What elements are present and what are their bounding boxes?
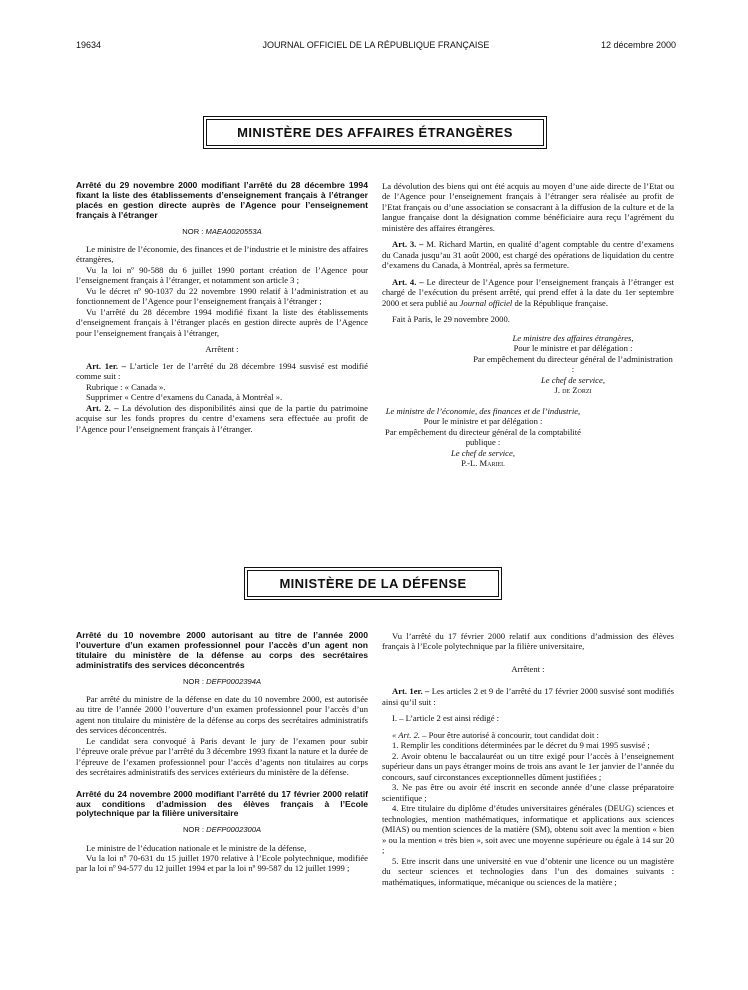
page-number: 19634	[76, 40, 102, 50]
signatory-title: Le ministre de l’économie, des finances et de l’industrie,	[385, 405, 581, 416]
article-text: Le directeur de l’Agence pour l’enseignement français à l’étranger est chargé de l’exécution du présent arrêté, qui prend effet à la date du 1er septembre 2000 et sera publié au	[382, 276, 674, 308]
nor-label: NOR :	[182, 676, 205, 686]
paragraph: I. – L’article 2 est ainsi rédigé :	[392, 713, 500, 724]
section2-left-column	[76, 631, 368, 874]
paragraph: Rubrique : « Canada ».	[86, 381, 166, 392]
decree-title: Arrêté du 10 novembre 2000 autorisant au titre de l’année 2000 l’ouverture d’un examen professionnel pour l’accès d’un agent non titulaire du ministère de la défense au corps des secrétaires administratifs des services déconcentrés	[76, 630, 368, 670]
article-3	[382, 239, 674, 270]
article-label: « Art. 2. –	[392, 729, 427, 740]
issue-date: 12 décembre 2000	[600, 40, 676, 50]
nor-value: DEFP0002300A	[206, 825, 262, 835]
article-text: La dévolution des disponibilités ainsi que de la partie du patrimoine acquise sur les fonds propres du centre d’examens sera effectuée au profit de l’Agence pour l’enseignement français à l’étranger.	[76, 402, 368, 434]
delegation-line: Par empêchement du directeur général de la comptabilité publique :	[385, 426, 581, 448]
paragraph: Vu la loi nº 90-588 du 6 juillet 1990 portant création de l’Agence pour l’enseignement français à l’étranger, et notamment son article 3 ;	[76, 264, 368, 286]
signatory-role: Le chef de service,	[451, 447, 515, 458]
paragraph: Vu la loi nº 70-631 du 15 juillet 1970 relative à l’Ecole polytechnique, modifiée par la loi nº 94-577 du 12 juillet 1994 et par la loi nº 99-587 du 12 juillet 1999 ;	[76, 852, 368, 874]
condition-item: 2. Avoir obtenu le baccalauréat ou un titre exigé pour l’accès à l’enseignement supérieur dans un pays étranger moins de trois ans avant le 1er janvier de l’année du concours, sauf circonstances exceptionnelles dûment justifiées ;	[382, 750, 674, 782]
delegation-line: Par empêchement du directeur général de l’administration :	[473, 353, 673, 375]
section1-right-column	[382, 181, 674, 469]
paragraph: La dévolution des biens qui ont été acquis au moyen d’une aide directe de l’Etat ou de l’Agence pour l’enseignement français à l’étranger sera réalisée au profit de l’Etat français ou d’une association se consacrant à la diffusion de la culture et de la langue française dont la désignation comme bénéficiaire aura reçu l’agrément du ministère des affaires étrangères.	[382, 181, 674, 233]
nor-value: DEFP0002394A	[206, 676, 262, 686]
nor-label: NOR :	[182, 226, 204, 236]
ministry-heading: MINISTÈRE DES AFFAIRES ÉTRANGÈRES	[206, 119, 544, 146]
section2-right-column	[382, 631, 674, 887]
article-text: L’article 1er de l’arrêté du 28 décembre 1994 susvisé est modifié comme suit :	[76, 360, 368, 382]
condition-item: 5. Etre inscrit dans une université en vue d’obtenir une licence ou un magistère du secteur sciences et technologies dans l’un des domaines suivants : mathématiques, informatique, mécanique ou sciences de la matière ;	[382, 855, 674, 887]
article-text: Pour être autorisé à concourir, tout candidat doit :	[428, 729, 599, 740]
signatory-name: P.-L. Mariel	[461, 458, 505, 469]
ministry-heading-box	[203, 116, 547, 149]
page-header	[76, 40, 676, 54]
paragraph: Vu le décret nº 90-1037 du 22 novembre 1990 relatif à l’administration et au fonctionnement de l’Agence pour l’enseignement français à l’étranger ;	[76, 285, 368, 307]
article-4	[382, 277, 674, 308]
paragraph: Vu l’arrêté du 17 février 2000 relatif aux conditions d’admission des élèves français à l’Ecole polytechnique par la filière universitaire,	[382, 631, 674, 652]
article-label: Art. 2. –	[86, 402, 119, 413]
nor-label: NOR :	[182, 825, 205, 835]
delegation-line: Pour le ministre et par délégation :	[513, 343, 633, 354]
condition-item: 1. Remplir les conditions déterminées par le décret du 9 mai 1995 susvisé ;	[392, 740, 650, 751]
nor-value: MAEA0020553A	[205, 226, 262, 236]
delegation-line: Pour le ministre et par délégation :	[423, 416, 543, 427]
signatory-title: Le ministre des affaires étrangères,	[512, 332, 634, 343]
paragraph: Par arrêté du ministre de la défense en date du 10 novembre 2000, est autorisée au titre de l’année 2000 l’ouverture d’un examen professionnel pour l’accès d’un agent non titulaire du ministère de la défense au corps des secrétaires administratifs des services déconcentrés.	[76, 693, 368, 736]
article-text: Les articles 2 et 9 de l’arrêté du 17 février 2000 susvisé sont modifiés ainsi qu’il suit :	[382, 686, 674, 707]
nor-reference	[76, 825, 368, 834]
journal-name: Journal officiel	[459, 297, 513, 308]
condition-item: 3. Ne pas être ou avoir été inscrit en seconde année d’une classe préparatoire scientifique ;	[382, 782, 674, 803]
ministry-heading: MINISTÈRE DE LA DÉFENSE	[247, 570, 499, 597]
article-1	[76, 361, 368, 382]
paragraph: Le ministre de l’éducation nationale et le ministre de la défense,	[86, 842, 307, 853]
article-label: Art. 1er. –	[86, 360, 126, 371]
article-label: Art. 1er. –	[392, 686, 430, 697]
article-text-end: de la République française.	[514, 297, 609, 308]
decree-title: Arrêté du 24 novembre 2000 modifiant l’arrêté du 17 février 2000 relatif aux conditions d’admission des élèves français à l’Ecole polytechnique par la filière universitaire	[76, 788, 368, 819]
nor-reference	[76, 227, 368, 236]
nor-reference	[76, 677, 368, 686]
ministry-heading-box	[244, 567, 502, 600]
section1-left-column	[76, 181, 368, 434]
signatory-name: J. de Zorzi	[554, 385, 592, 396]
article-1	[382, 686, 674, 707]
article-2	[76, 403, 368, 434]
signatory-role: Le chef de service,	[541, 374, 605, 385]
signature-block	[382, 406, 674, 469]
journal-title: JOURNAL OFFICIEL DE LA RÉPUBLIQUE FRANÇAISE	[262, 40, 490, 50]
decree-title: Arrêté du 29 novembre 2000 modifiant l’arrêté du 28 décembre 1994 fixant la liste des établissements d’enseignement français à l’étranger placés en gestion directe auprès de l’Agence pour l’enseignement français à l’étranger	[76, 180, 368, 220]
paragraph: Supprimer « Centre d’examens du Canada, à Montréal ».	[86, 392, 283, 403]
arretent-heading: Arrêtent :	[205, 344, 239, 355]
place-date: Fait à Paris, le 29 novembre 2000.	[392, 314, 510, 325]
paragraph: Le ministre de l’économie, des finances et de l’industrie et le ministre des affaires étrangères,	[76, 243, 368, 265]
article-label: Art. 4. –	[392, 276, 424, 287]
condition-item: 4. Etre titulaire du diplôme d’études universitaires générales (DEUG) sciences et technologies, mention mathématiques, informatique et applications aux sciences (MIAS) ou mention sciences de la matière (SM), obtenu soit avec la mention « bien » ou la mention « très bien », soit avec une moyenne supérieure ou égale à 14 sur 20 ;	[382, 803, 674, 856]
article-text: M. Richard Martin, en qualité d’agent comptable du centre d’examens du Canada jusqu’au 31 août 2000, est chargé des opérations de liquidation du centre d’examens du Canada, à Montréal, après sa fermeture.	[382, 239, 675, 271]
paragraph: Vu l’arrêté du 28 décembre 1994 modifié fixant la liste des établissements d’enseignement français à l’étranger placés en gestion directe auprès de l’Agence pour l’enseignement français à l’étranger,	[76, 306, 368, 338]
arretent-heading: Arrêtent :	[511, 663, 545, 674]
paragraph: Le candidat sera convoqué à Paris devant le jury de l’examen pour subir l’épreuve orale prévue par l’arrêté du 3 décembre 1993 fixant la nature et la durée de l’épreuve de l’examen professionnel pour l’accès d’agents non titulaires au corps des secrétaires administratifs des services extérieurs du ministère de la défense.	[76, 735, 368, 778]
quoted-article	[382, 730, 674, 740]
signature-block	[382, 333, 674, 396]
article-label: Art. 3. –	[392, 239, 424, 250]
